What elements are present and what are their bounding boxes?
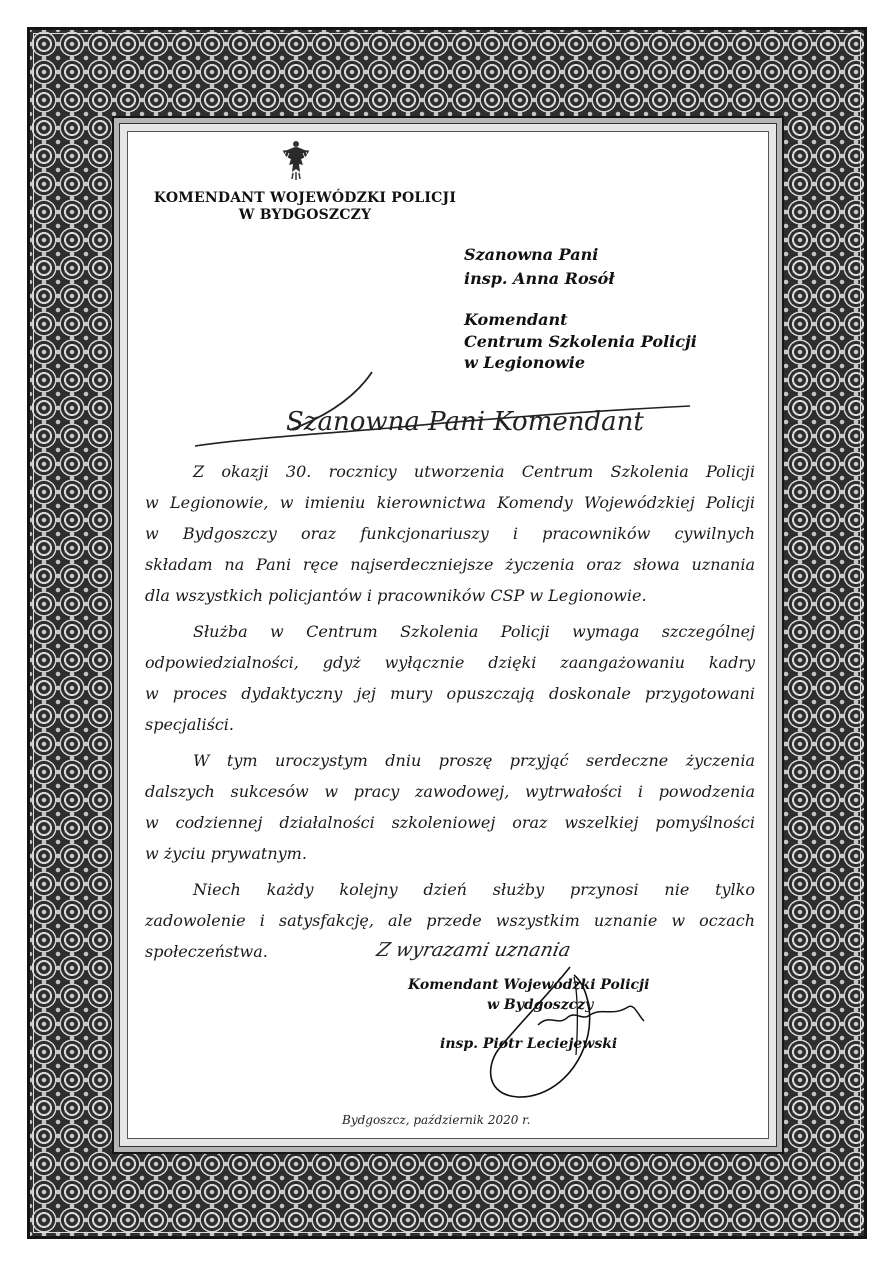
text-line: w Legionowie, w imieniu kierownictwa Komendy Wojewódzkiej Policji xyxy=(145,493,755,512)
paragraph-2 xyxy=(145,616,755,740)
svg-text:Szanowna Pani Komendant: Szanowna Pani Komendant xyxy=(286,407,644,437)
letterhead-line-2: W BYDGOSZCZY xyxy=(238,207,372,223)
text-line: w życiu prywatnym. xyxy=(145,844,307,863)
recipient-role: Komendant xyxy=(464,310,568,329)
recipient-name: insp. Anna Rosół xyxy=(464,269,615,288)
eagle-emblem-icon xyxy=(280,138,312,182)
text-line: dla wszystkich policjantów i pracowników CSP w Legionowie. xyxy=(145,586,647,605)
text-line: w Bydgoszczy oraz funkcjonariuszy i pracowników cywilnych xyxy=(145,524,755,543)
signature-title-line-1: Komendant Wojewódzki Policji xyxy=(408,977,650,993)
signature-name: insp. Piotr Leciejewski xyxy=(440,1036,618,1052)
text-line: składam na Pani ręce najserdeczniejsze życzenia oraz słowa uznania xyxy=(145,555,755,574)
handwritten-signature-icon xyxy=(478,955,648,1105)
text-line: Służba w Centrum Szkolenia Policji wymaga szczególnej xyxy=(193,622,755,641)
paragraph-1 xyxy=(145,456,755,611)
text-line: w codziennej działalności szkoleniowej oraz wszelkiej pomyślności xyxy=(145,813,755,832)
text-line: zadowolenie i satysfakcję, ale przede wszystkim uznanie w oczach xyxy=(145,911,755,930)
recipient-salutation: Szanowna Pani xyxy=(464,245,599,264)
recipient-location: w Legionowie xyxy=(464,353,586,372)
text-line: Z okazji 30. rocznicy utworzenia Centrum Szkolenia Policji xyxy=(193,462,755,481)
text-line: W tym uroczystym dniu proszę przyjąć serdeczne życzenia xyxy=(193,751,755,770)
text-line: odpowiedzialności, gdyż wyłącznie dzięki zaangażowaniu kadry xyxy=(145,653,755,672)
letterhead-line-1: KOMENDANT WOJEWÓDZKI POLICJI xyxy=(153,190,457,206)
recipient-institution: Centrum Szkolenia Policji xyxy=(464,332,697,351)
text-line: dalszych sukcesów w pracy zawodowej, wytrwałości i powodzenia xyxy=(145,782,755,801)
handwritten-greeting xyxy=(190,368,700,453)
paragraph-3 xyxy=(145,745,755,869)
text-line: społeczeństwa. xyxy=(145,942,268,961)
place-and-date: Bydgoszcz, październik 2020 r. xyxy=(342,1113,531,1127)
text-line: specjaliści. xyxy=(145,715,234,734)
text-line: Niech każdy kolejny dzień służby przynosi nie tylko xyxy=(193,880,755,899)
text-line: w proces dydaktyczny jej mury opuszczają doskonale przygotowani xyxy=(145,684,755,703)
signature-title-line-2: w Bydgoszczy xyxy=(487,997,594,1013)
svg-text:Z wyrazami uznania: Z wyrazami uznania xyxy=(374,938,573,961)
